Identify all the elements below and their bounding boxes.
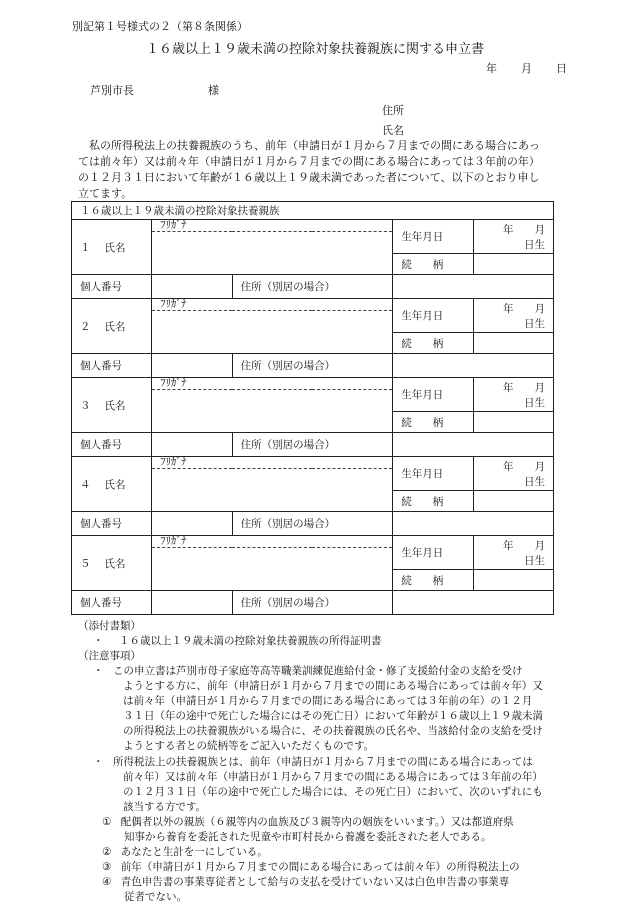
relation-field[interactable] bbox=[473, 570, 553, 591]
note-1 bbox=[113, 664, 543, 754]
relation-label: 続 柄 bbox=[393, 254, 473, 275]
name-label: 氏名 bbox=[104, 241, 126, 254]
page-title: １６歳以上１９歳未満の控除対象扶養親族に関する申立書 bbox=[145, 42, 484, 57]
name-field[interactable] bbox=[152, 390, 393, 433]
relation-label: 続 柄 bbox=[393, 491, 473, 512]
addressee-honorific: 様 bbox=[208, 84, 219, 97]
id-field[interactable] bbox=[152, 275, 232, 299]
note-bullet: ・ bbox=[93, 665, 104, 677]
row-number-name bbox=[72, 536, 152, 591]
furigana-label: ﾌﾘｶﾞﾅ bbox=[160, 377, 187, 389]
sub-line: 配偶者以外の親族（６親等内の血族及び３親等内の姻族をいいます。）又は都道府県 bbox=[120, 816, 514, 828]
addressee-name: 芦別市長 bbox=[90, 84, 134, 97]
furigana-field[interactable] bbox=[152, 536, 393, 548]
sub-mark: ④ bbox=[102, 876, 112, 888]
birth-date-field[interactable]: 年 月 日生 bbox=[473, 220, 553, 254]
row-number: １ bbox=[80, 241, 91, 254]
sub-mark: ② bbox=[102, 846, 112, 858]
address-field[interactable] bbox=[393, 512, 554, 536]
sub-item-2 bbox=[102, 845, 268, 860]
name-label: 氏名 bbox=[104, 399, 126, 412]
relation-field[interactable] bbox=[473, 491, 553, 512]
dependent-row-5 bbox=[72, 536, 554, 548]
note-line: 所得税法上の扶養親族とは、前年（申請日が１月から７月までの間にある場合にあっては bbox=[113, 756, 533, 768]
relation-label: 続 柄 bbox=[393, 333, 473, 354]
note-line: 前々年）又は前々年（申請日が１月から７月までの間にある場合にあっては３年前の年） bbox=[123, 771, 543, 783]
name-label: 氏名 bbox=[104, 478, 126, 491]
sub-mark: ③ bbox=[102, 861, 112, 873]
dependents-table bbox=[71, 201, 566, 615]
sub-item-1 bbox=[102, 815, 514, 845]
applicant-address-label[interactable]: 住所 bbox=[382, 104, 404, 117]
address-field[interactable] bbox=[393, 591, 554, 615]
furigana-field[interactable] bbox=[152, 220, 393, 232]
date-month[interactable]: 月 bbox=[521, 62, 532, 75]
name-field[interactable] bbox=[152, 232, 393, 275]
statement-line: 私の所得税法上の扶養親族のうち、前年（申請日が１月から７月までの間にある場合にあっ bbox=[89, 139, 540, 152]
form-id: 別記第１号様式の２（第８条関係） bbox=[72, 20, 248, 33]
table-caption: １６歳以上１９歳未満の控除対象扶養親族 bbox=[72, 202, 554, 220]
row-number-name bbox=[72, 299, 152, 354]
furigana-label: ﾌﾘｶﾞﾅ bbox=[160, 219, 187, 231]
id-field[interactable] bbox=[152, 354, 232, 378]
sub-item-4 bbox=[102, 875, 509, 905]
furigana-field[interactable] bbox=[152, 378, 393, 390]
applicant-name-label[interactable]: 氏名 bbox=[382, 124, 404, 137]
date-year[interactable]: 年 bbox=[486, 62, 497, 75]
id-field[interactable] bbox=[152, 433, 232, 457]
sub-line: 従者でない。 bbox=[124, 891, 187, 903]
address-field[interactable] bbox=[393, 433, 554, 457]
sub-line: 知事から養育を委託された児童や市町村長から養護を委託された老人である。 bbox=[124, 831, 492, 843]
dependent-row-4 bbox=[72, 457, 554, 469]
furigana-label: ﾌﾘｶﾞﾅ bbox=[160, 456, 187, 468]
furigana-field[interactable] bbox=[152, 299, 393, 311]
birth-date-field[interactable]: 年 月 日生 bbox=[473, 378, 553, 412]
relation-label: 続 柄 bbox=[393, 412, 473, 433]
notes-heading: （注意事項） bbox=[78, 650, 141, 662]
furigana-label: ﾌﾘｶﾞﾅ bbox=[160, 298, 187, 310]
id-field[interactable] bbox=[152, 591, 232, 615]
date-day[interactable]: 日 bbox=[556, 62, 567, 75]
furigana-field[interactable] bbox=[152, 457, 393, 469]
id-label: 個人番号 bbox=[72, 433, 152, 457]
attachment-item: １６歳以上１９歳未満の控除対象扶養親族の所得証明書 bbox=[119, 635, 382, 647]
address-label: 住所（別居の場合） bbox=[232, 512, 393, 536]
row-number-name bbox=[72, 457, 152, 512]
note-line: の所得税法上の扶養親族がいる場合に、その扶養親族の氏名や、当該給付金の支給を受け bbox=[123, 725, 543, 737]
note-line: ようとする者との続柄等をご記入いただくものです。 bbox=[123, 740, 375, 752]
sub-item-3 bbox=[102, 860, 520, 875]
birth-label: 生年月日 bbox=[393, 457, 473, 491]
name-label: 氏名 bbox=[104, 320, 126, 333]
note-2 bbox=[113, 755, 543, 815]
note-line: の１２月３１日（年の途中で死亡した場合には、その死亡日）において、次のいずれにも bbox=[123, 786, 543, 798]
statement-line: ては前々年）又は前々年（申請日が１月から７月までの間にある場合にあっては３年前の年） bbox=[78, 155, 540, 168]
note-line: 該当する方です。 bbox=[123, 801, 207, 813]
attachment-bullet: ・ bbox=[93, 635, 104, 647]
statement-line: の１２月３１日において年齢が１６歳以上１９歳未満であった者について、以下のとおり申し bbox=[78, 171, 540, 184]
sub-line: 前年（申請日が１月から７月までの間にある場合にあっては前々年）の所得税法上の bbox=[120, 861, 520, 873]
address-label: 住所（別居の場合） bbox=[232, 275, 393, 299]
statement-line: 立てます。 bbox=[78, 187, 133, 200]
dependent-row-2 bbox=[72, 299, 554, 311]
relation-field[interactable] bbox=[473, 254, 553, 275]
id-field[interactable] bbox=[152, 512, 232, 536]
row-number: ５ bbox=[80, 557, 91, 570]
note-line: この申立書は芦別市母子家庭等高等職業訓練促進給付金・修了支援給付金の支給を受け bbox=[113, 665, 523, 677]
row-number-name bbox=[72, 378, 152, 433]
address-label: 住所（別居の場合） bbox=[232, 591, 393, 615]
dependent-row-3 bbox=[72, 378, 554, 390]
id-label: 個人番号 bbox=[72, 275, 152, 299]
birth-date-field[interactable]: 年 月 日生 bbox=[473, 457, 553, 491]
id-label: 個人番号 bbox=[72, 591, 152, 615]
name-field[interactable] bbox=[152, 469, 393, 512]
furigana-label: ﾌﾘｶﾞﾅ bbox=[160, 535, 187, 547]
name-label: 氏名 bbox=[104, 557, 126, 570]
address-field[interactable] bbox=[393, 354, 554, 378]
row-number-name bbox=[72, 220, 152, 275]
id-label: 個人番号 bbox=[72, 354, 152, 378]
address-label: 住所（別居の場合） bbox=[232, 433, 393, 457]
birth-label: 生年月日 bbox=[393, 220, 473, 254]
relation-label: 続 柄 bbox=[393, 570, 473, 591]
note-line: ようとする方に、前年（申請日が１月から７月までの間にある場合にあっては前々年）又 bbox=[123, 680, 543, 692]
name-field[interactable] bbox=[152, 548, 393, 591]
name-field[interactable] bbox=[152, 311, 393, 354]
note-line: ３１日（年の途中で死亡した場合にはその死亡日）において年齢が１６歳以上１９歳未満 bbox=[123, 710, 543, 722]
birth-label: 生年月日 bbox=[393, 378, 473, 412]
row-number: ４ bbox=[80, 478, 91, 491]
relation-field[interactable] bbox=[473, 333, 553, 354]
birth-label: 生年月日 bbox=[393, 536, 473, 570]
birth-date-field[interactable]: 年 月 日生 bbox=[473, 536, 553, 570]
birth-date-field[interactable]: 年 月 日生 bbox=[473, 299, 553, 333]
row-number: ３ bbox=[80, 399, 91, 412]
attachments-heading: （添付書類） bbox=[78, 620, 141, 632]
address-field[interactable] bbox=[393, 275, 554, 299]
row-number: ２ bbox=[80, 320, 91, 333]
sub-mark: ① bbox=[102, 816, 112, 828]
birth-label: 生年月日 bbox=[393, 299, 473, 333]
relation-field[interactable] bbox=[473, 412, 553, 433]
dependent-row-1 bbox=[72, 220, 554, 232]
sub-line: 青色申告書の事業専従者として給与の支払を受けていない又は白色申告書の事業専 bbox=[120, 876, 510, 888]
note-bullet: ・ bbox=[93, 756, 104, 768]
sub-line: あなたと生計を一にしている。 bbox=[120, 846, 268, 858]
id-label: 個人番号 bbox=[72, 512, 152, 536]
note-line: は前々年（申請日が１月から７月までの間にある場合にあっては３年前の年）の１２月 bbox=[123, 695, 533, 707]
address-label: 住所（別居の場合） bbox=[232, 354, 393, 378]
